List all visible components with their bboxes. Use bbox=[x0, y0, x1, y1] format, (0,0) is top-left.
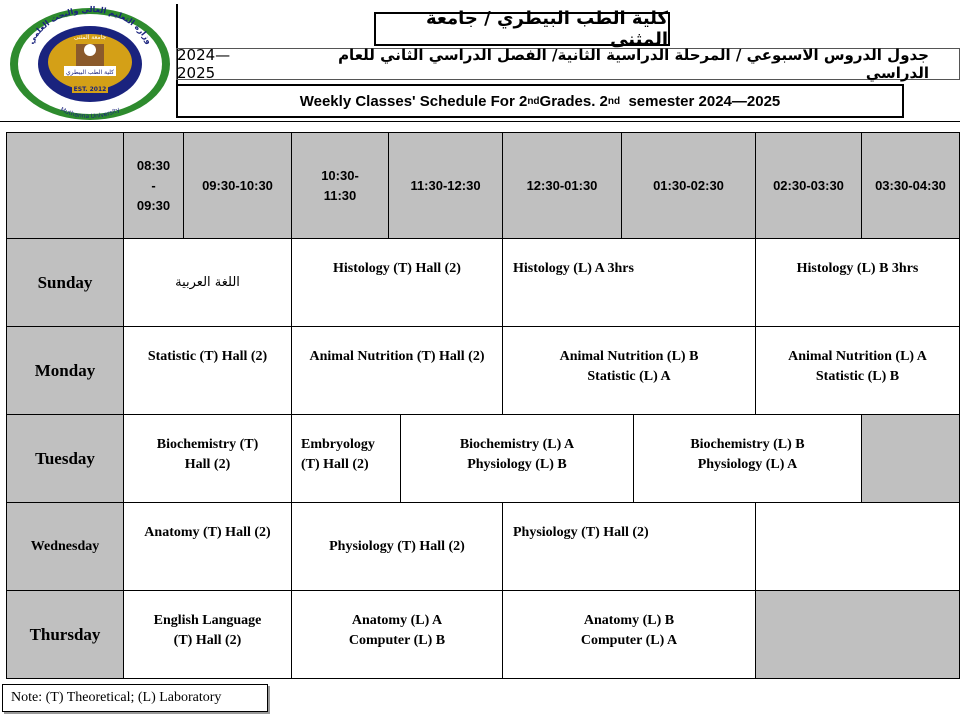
day-wednesday: Wednesday bbox=[6, 502, 124, 591]
empty-tuesday bbox=[861, 414, 960, 503]
class-thursday-english-t: English Language (T) Hall (2) bbox=[123, 590, 292, 679]
header-divider-horizontal bbox=[0, 121, 960, 122]
class-sunday-arabic: اللغة العربية bbox=[123, 238, 292, 327]
page-subtitle bbox=[176, 48, 960, 80]
logo-college-text: كلية الطب البيطري bbox=[65, 69, 115, 76]
subtitle-year: 2024—2025 bbox=[177, 46, 231, 82]
class-sunday-histology-lb: Histology (L) B 3hrs bbox=[755, 238, 960, 327]
english-title bbox=[176, 84, 904, 118]
class-monday-lab-a: Animal Nutrition (L) A Statistic (L) B bbox=[755, 326, 960, 415]
english-title-part2: Grades. 2 bbox=[539, 92, 608, 110]
time-slot-4: 11:30-12:30 bbox=[388, 132, 503, 239]
class-monday-lab-b: Animal Nutrition (L) B Statistic (L) A bbox=[502, 326, 756, 415]
subtitle-arabic: جدول الدروس الاسبوعي / المرحلة الدراسية الثانية/ الفصل الدراسي الثاني للعام الدراسي bbox=[338, 46, 929, 82]
time-slot-7: 02:30-03:30 bbox=[755, 132, 862, 239]
page-title: كلية الطب البيطري / جامعة المثنى bbox=[374, 12, 670, 46]
class-tuesday-embryology-t: Embryology (T) Hall (2) bbox=[291, 414, 401, 503]
time-slot-1: 08:30 - 09:30 bbox=[123, 132, 184, 239]
english-title-part3: semester 2024—2025 bbox=[620, 92, 781, 110]
empty-thursday bbox=[755, 590, 960, 679]
class-wednesday-physiology-t2: Physiology (T) Hall (2) bbox=[502, 502, 756, 591]
time-slot-8: 03:30-04:30 bbox=[861, 132, 960, 239]
empty-wednesday bbox=[755, 502, 960, 591]
logo-english-text: Muthanna University bbox=[59, 106, 121, 121]
time-slot-3: 10:30- 11:30 bbox=[291, 132, 389, 239]
english-title-part1: Weekly Classes' Schedule For 2 bbox=[299, 92, 528, 110]
class-monday-animal-nutrition-t: Animal Nutrition (T) Hall (2) bbox=[291, 326, 503, 415]
class-thursday-lab-1: Anatomy (L) A Computer (L) B bbox=[291, 590, 503, 679]
day-thursday: Thursday bbox=[6, 590, 124, 679]
class-monday-statistic-t: Statistic (T) Hall (2) bbox=[123, 326, 292, 415]
time-slot-6: 01:30-02:30 bbox=[621, 132, 756, 239]
time-slot-5: 12:30-01:30 bbox=[502, 132, 622, 239]
logo-university-text: جامعة المثنى bbox=[73, 34, 107, 41]
english-title-sup1: nd bbox=[527, 95, 540, 107]
logo-arc-text: وزارة التعليم العالي والبحث العلمي bbox=[26, 4, 154, 46]
day-monday: Monday bbox=[6, 326, 124, 415]
english-title-sup2: nd bbox=[607, 95, 621, 107]
day-sunday: Sunday bbox=[6, 238, 124, 327]
class-sunday-histology-la: Histology (L) A 3hrs bbox=[502, 238, 756, 327]
class-thursday-lab-2: Anatomy (L) B Computer (L) A bbox=[502, 590, 756, 679]
day-tuesday: Tuesday bbox=[6, 414, 124, 503]
class-tuesday-biochemistry-t: Biochemistry (T) Hall (2) bbox=[123, 414, 292, 503]
university-logo bbox=[6, 4, 174, 122]
class-tuesday-lab-2: Biochemistry (L) B Physiology (L) A bbox=[633, 414, 862, 503]
logo-est-text: EST. 2012 bbox=[73, 86, 107, 93]
time-slot-2: 09:30-10:30 bbox=[183, 132, 292, 239]
class-wednesday-anatomy-t: Anatomy (T) Hall (2) bbox=[123, 502, 292, 591]
class-sunday-histology-t: Histology (T) Hall (2) bbox=[291, 238, 503, 327]
class-tuesday-lab-1: Biochemistry (L) A Physiology (L) B bbox=[400, 414, 634, 503]
legend-note: Note: (T) Theoretical; (L) Laboratory bbox=[2, 684, 268, 712]
class-wednesday-physiology-t1: Physiology (T) Hall (2) bbox=[291, 502, 503, 591]
corner-cell bbox=[6, 132, 124, 239]
